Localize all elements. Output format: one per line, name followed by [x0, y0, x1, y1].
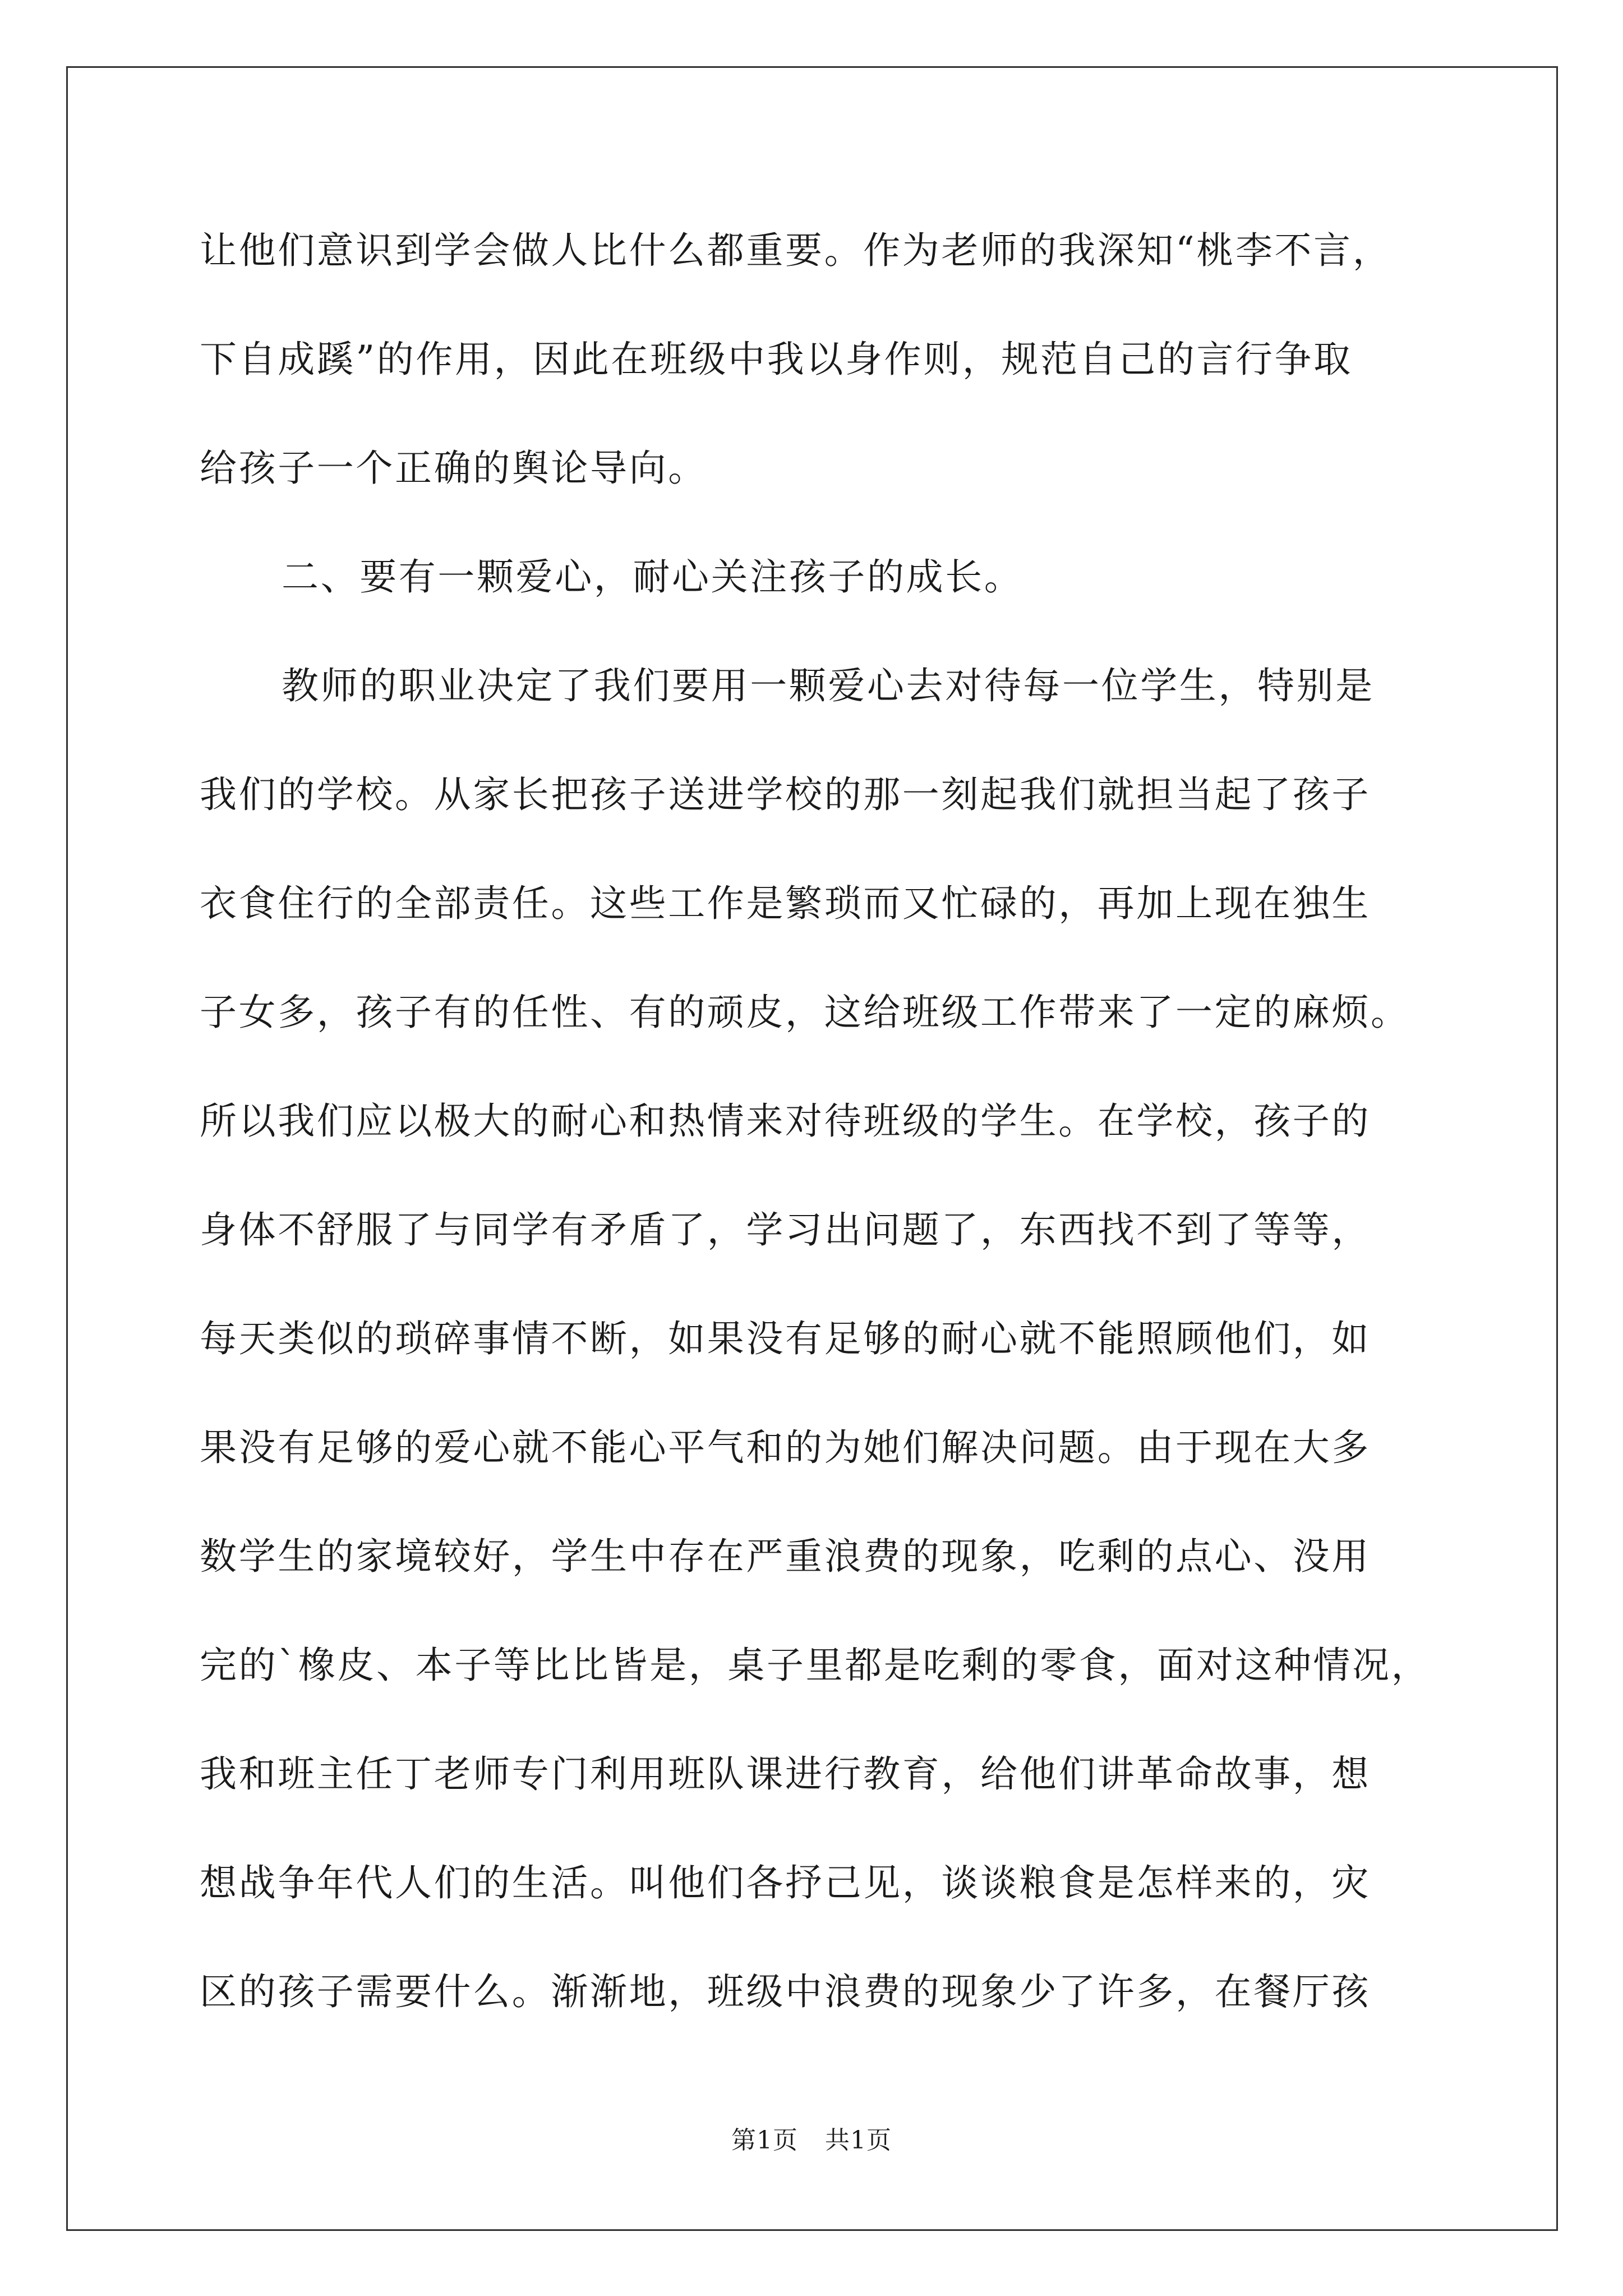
text-line: 数学生的家境较好，学生中存在严重浪费的现象，吃剩的点心、没用	[200, 1535, 1371, 1578]
page-footer	[0, 2125, 1623, 2156]
text-line: 让他们意识到学会做人比什么都重要。作为老师的我深知“桃李不言，	[200, 229, 1392, 272]
text-line: 完的`橡皮、本子等比比皆是，桌子里都是吃剩的零食，面对这种情况，	[200, 1644, 1431, 1687]
section-heading: 二、要有一颗爱心，耐心关注孩子的成长。	[282, 555, 1023, 599]
text-line: 想战争年代人们的生活。叫他们各抒己见，谈谈粮食是怎样来的，灾	[200, 1861, 1371, 1904]
page-number-current: 第1页	[731, 2126, 798, 2155]
text-line: 我们的学校。从家长把孩子送进学校的那一刻起我们就担当起了孩子	[200, 773, 1371, 816]
text-line: 区的孩子需要什么。渐渐地，班级中浪费的现象少了许多，在餐厅孩	[200, 1970, 1371, 2013]
text-line: 教师的职业决定了我们要用一颗爱心去对待每一位学生，特别是	[282, 664, 1375, 707]
text-line: 我和班主任丁老师专门利用班队课进行教育，给他们讲革命故事，想	[200, 1752, 1371, 1796]
text-line: 子女多，孩子有的任性、有的顽皮，这给班级工作带来了一定的麻烦。	[200, 991, 1410, 1034]
text-line: 果没有足够的爱心就不能心平气和的为她们解决问题。由于现在大多	[200, 1426, 1371, 1469]
text-line: 身体不舒服了与同学有矛盾了，学习出问题了，东西找不到了等等，	[200, 1208, 1371, 1251]
text-line: 给孩子一个正确的舆论导向。	[200, 447, 707, 490]
text-line: 每天类似的琐碎事情不断，如果没有足够的耐心就不能照顾他们，如	[200, 1317, 1371, 1360]
page-border	[66, 66, 1558, 2231]
text-line: 衣食住行的全部责任。这些工作是繁琐而又忙碌的，再加上现在独生	[200, 882, 1371, 925]
text-line: 所以我们应以极大的耐心和热情来对待班级的学生。在学校，孩子的	[200, 1099, 1371, 1143]
page-number-total: 共1页	[825, 2126, 892, 2155]
text-line: 下自成蹊”的作用，因此在班级中我以身作则，规范自己的言行争取	[200, 338, 1353, 381]
